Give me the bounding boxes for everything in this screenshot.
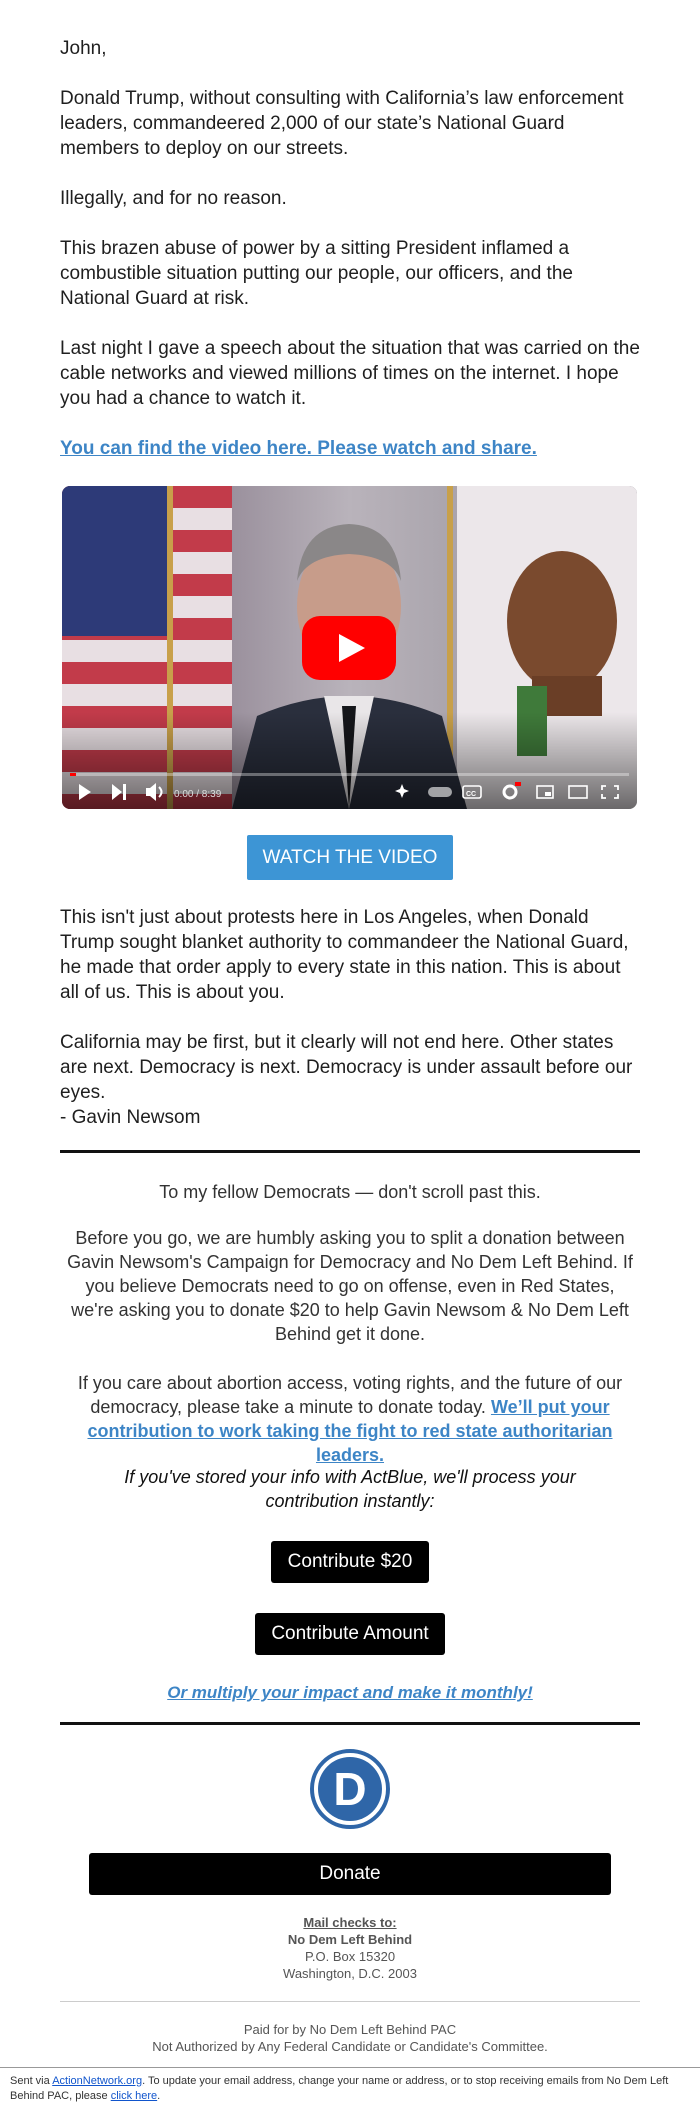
no-dem-left-behind-logo-icon xyxy=(310,1749,390,1829)
paragraph-4: Last night I gave a speech about the situation that was carried on the cable networks and viewed millions of times on the internet. I hope you had a chance to watch it. xyxy=(60,338,640,409)
footer-middle: . To update your email address, change your name or address, or to stop receiving emails from No Dem Left Behind PAC, please xyxy=(10,2075,669,2102)
paragraph-2: Illegally, and for no reason. xyxy=(60,188,287,209)
appeal-intro: To my fellow Democrats — don't scroll past this. xyxy=(159,1182,541,1202)
unsubscribe-link[interactable]: click here xyxy=(110,2090,158,2102)
donate-button[interactable]: Donate xyxy=(89,1853,611,1895)
video-link-line xyxy=(60,436,640,461)
svg-text:D: D xyxy=(333,1763,367,1815)
action-network-link[interactable]: ActionNetwork.org xyxy=(52,2075,143,2087)
footer-end: . xyxy=(157,2090,161,2102)
mail-city: Washington, D.C. 2003 xyxy=(283,1966,417,1981)
video-thumbnail[interactable] xyxy=(62,486,637,809)
paragraph-6: California may be first, but it clearly will not end here. Other states are next. Democracy is next. Democracy is under assault before our eyes. xyxy=(60,1032,633,1103)
paid-for: Paid for by No Dem Left Behind PAC xyxy=(243,2022,457,2037)
video-thumbnail-art xyxy=(62,486,637,809)
svg-text:CC: CC xyxy=(466,791,477,798)
org-logo xyxy=(310,1749,390,1829)
mail-box: P.O. Box 15320 xyxy=(304,1949,396,1964)
monthly-link[interactable]: Or multiply your impact and make it monthly! xyxy=(167,1683,533,1702)
contribute-amount-button[interactable]: Contribute Amount xyxy=(255,1613,445,1655)
appeal-care xyxy=(60,1371,640,1467)
video-progress-fill xyxy=(70,773,76,776)
divider-2 xyxy=(60,1722,640,1725)
video-time: 0:00 / 8:39 xyxy=(174,789,222,800)
actblue-note: If you've stored your info with ActBlue, we'll process your contribution instantly: xyxy=(124,1467,576,1511)
paragraph-5: This isn't just about protests here in Los Angeles, when Donald Trump sought blanket authority to commandeer the National Guard, he made that order apply to every state in this nation. This is about all of us. This is about you. xyxy=(60,907,629,1003)
signature: - Gavin Newsom xyxy=(60,1107,201,1128)
greeting: John, xyxy=(60,38,107,59)
appeal-care-link[interactable]: We’ll put your contribution to work taking the fight to red state authoritarian leaders. xyxy=(87,1397,613,1465)
not-authorized: Not Authorized by Any Federal Candidate or Candidate's Committee. xyxy=(152,2039,548,2054)
monthly-line xyxy=(60,1680,640,1705)
appeal-care-text: If you care about abortion access, voting rights, and the future of our democracy, please take a minute to donate today. xyxy=(77,1373,623,1417)
paragraph-3: This brazen abuse of power by a sitting President inflamed a combustible situation putting our people, our officers, and the National Guard at risk. xyxy=(60,238,573,309)
mail-heading: Mail checks to: xyxy=(303,1915,397,1930)
video-progress-track xyxy=(70,773,629,776)
contribute-20-button[interactable]: Contribute $20 xyxy=(271,1541,429,1583)
mail-name: No Dem Left Behind xyxy=(287,1932,413,1947)
play-icon[interactable] xyxy=(302,616,396,680)
divider-3 xyxy=(60,2001,640,2002)
divider-1 xyxy=(60,1150,640,1153)
paragraph-1: Donald Trump, without consulting with California’s law enforcement leaders, commandeered 2,000 of our state’s National Guard members to deploy on our streets. xyxy=(60,88,624,159)
watch-video-button[interactable]: WATCH THE VIDEO xyxy=(247,835,453,880)
video-link[interactable]: You can find the video here. Please watch and share. xyxy=(60,438,537,459)
footer-sent-via: Sent via xyxy=(10,2075,50,2087)
appeal-ask: Before you go, we are humbly asking you to split a donation between Gavin Newsom's Campaign for Democracy and No Dem Left Behind. If you believe Democrats need to go on offense, even in Red States, we're asking you to donate $20 to help Gavin Newsom & No Dem Left Behind get it done. xyxy=(67,1228,633,1344)
email-footer xyxy=(0,2067,700,2104)
autoplay-toggle xyxy=(428,787,452,797)
